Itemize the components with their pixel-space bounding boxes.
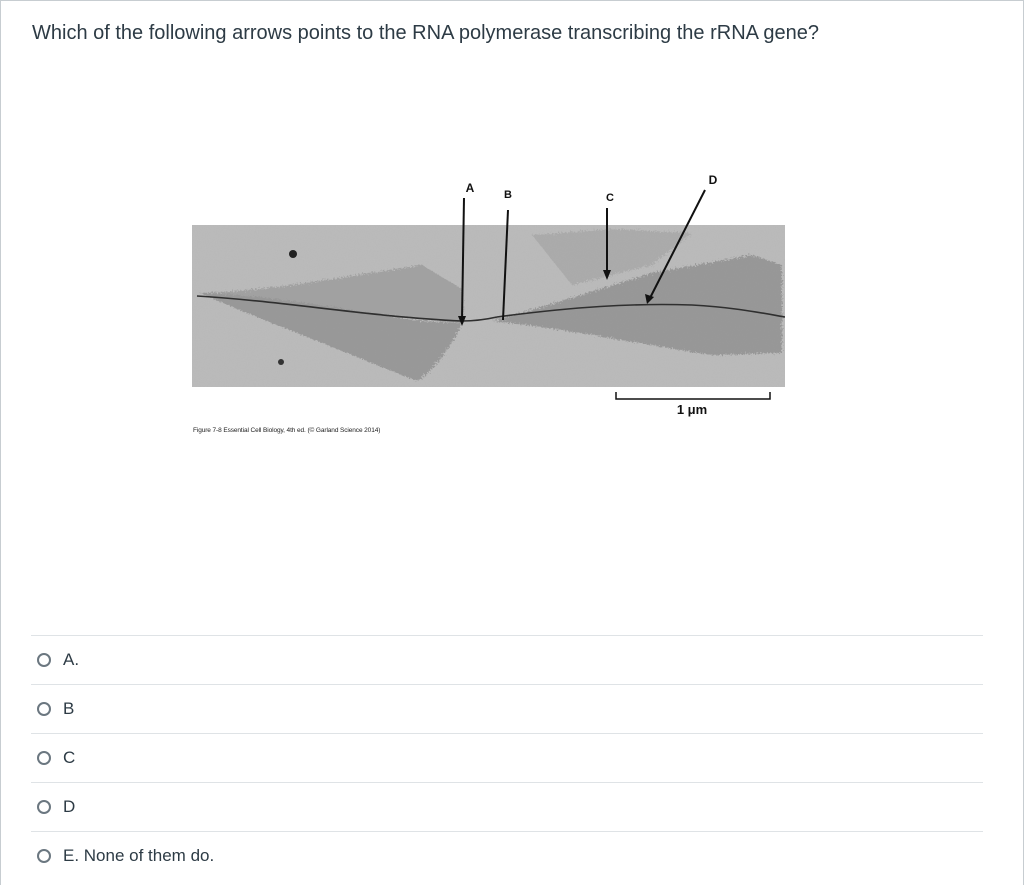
label-a: A	[465, 181, 475, 195]
answer-option-d[interactable]	[31, 782, 983, 831]
label-c: C	[606, 192, 614, 204]
answer-label: D	[63, 797, 76, 816]
question-text: Which of the following arrows points to the RNA polymerase transcribing the rRNA gene?	[32, 22, 820, 44]
label-d: D	[708, 173, 718, 187]
radio-icon[interactable]	[37, 751, 51, 765]
arrow-a-head	[458, 316, 466, 326]
answer-list	[31, 635, 983, 880]
answer-option-e[interactable]	[31, 831, 983, 880]
arrow-a	[462, 198, 464, 320]
arrow-d	[650, 190, 705, 298]
answer-label: E. None of them do.	[63, 846, 215, 865]
figure-caption: Figure 7-8 Essential Cell Biology, 4th ed. (© Garland Science 2014)	[193, 427, 381, 434]
arrow-d-head	[645, 294, 654, 304]
figure	[192, 170, 792, 440]
arrow-c-head	[603, 270, 611, 280]
scale-label: 1 μm	[676, 402, 708, 417]
answer-label: C	[63, 748, 76, 767]
answer-option-b[interactable]	[31, 684, 983, 733]
answer-option-a[interactable]	[31, 635, 983, 684]
answer-option-c[interactable]	[31, 733, 983, 782]
label-b: B	[504, 189, 512, 201]
radio-icon[interactable]	[37, 800, 51, 814]
answer-label: A.	[63, 650, 80, 669]
answer-label: B	[63, 699, 75, 718]
scale-bar	[616, 392, 770, 399]
arrow-b	[503, 210, 508, 320]
radio-icon[interactable]	[37, 849, 51, 863]
radio-icon[interactable]	[37, 702, 51, 716]
figure-annotations	[192, 170, 792, 440]
radio-icon[interactable]	[37, 653, 51, 667]
